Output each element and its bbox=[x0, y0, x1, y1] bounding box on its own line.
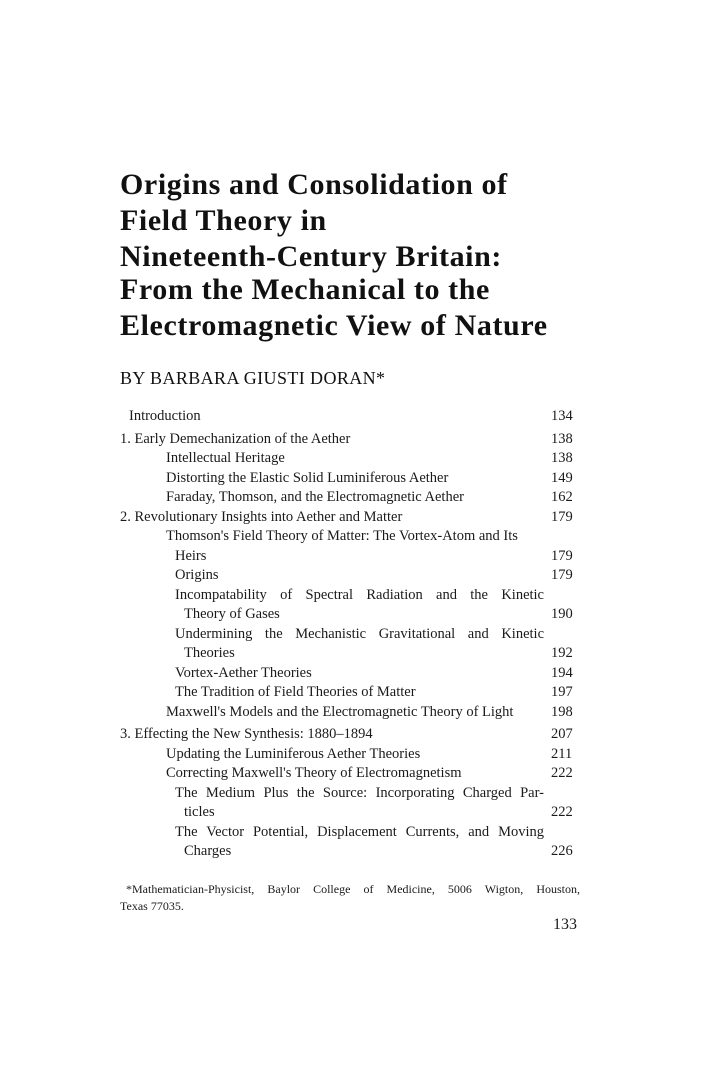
toc-entry bbox=[120, 823, 570, 843]
toc-label: Origins bbox=[175, 567, 219, 583]
toc-page: 179 bbox=[551, 508, 573, 525]
toc-entry bbox=[120, 644, 573, 664]
article-subtitle bbox=[120, 272, 640, 344]
title-line-2: Field Theory in bbox=[120, 204, 327, 237]
table-of-contents bbox=[120, 407, 573, 862]
footnote-line-1: *Mathematician-Physicist, Baylor College of Medicine, 5006 Wigton, Houston, bbox=[126, 882, 580, 896]
toc-label: Correcting Maxwell's Theory of Electromagnetism bbox=[166, 765, 462, 781]
author-footnote bbox=[120, 881, 580, 915]
toc-label: Theories bbox=[184, 645, 235, 661]
article-title bbox=[120, 167, 640, 275]
toc-label: Intellectual Heritage bbox=[166, 450, 285, 466]
toc-entry bbox=[120, 488, 573, 508]
toc-page: 222 bbox=[551, 804, 573, 820]
toc-entry bbox=[120, 745, 573, 765]
toc-label: Maxwell's Models and the Electromagnetic Theory of Light bbox=[166, 703, 514, 720]
toc-page: 190 bbox=[551, 606, 573, 622]
toc-page: 192 bbox=[551, 645, 573, 661]
toc-label: Undermining the Mechanistic Gravitational and Kinetic bbox=[175, 625, 544, 642]
toc-entry bbox=[120, 449, 573, 469]
page-number: 133 bbox=[553, 916, 577, 933]
toc-page: 194 bbox=[551, 664, 573, 681]
toc-label: Distorting the Elastic Solid Luminiferous Aether bbox=[166, 469, 449, 486]
toc-page: 226 bbox=[551, 843, 573, 859]
title-line-1: Origins and Consolidation of bbox=[120, 168, 508, 201]
toc-label: Introduction bbox=[129, 408, 201, 424]
toc-entry bbox=[120, 566, 573, 586]
toc-entry bbox=[120, 407, 573, 427]
toc-label: Updating the Luminiferous Aether Theories bbox=[166, 745, 421, 762]
toc-label: Heirs bbox=[175, 547, 207, 564]
toc-label: 3. Effecting the New Synthesis: 1880–1894 bbox=[120, 726, 373, 742]
toc-label: The Vector Potential, Displacement Currents, and Moving bbox=[175, 823, 544, 840]
toc-page: 222 bbox=[551, 765, 573, 781]
toc-entry bbox=[120, 605, 573, 625]
toc-label: Faraday, Thomson, and the Electromagnetic Aether bbox=[166, 489, 464, 505]
toc-entry bbox=[120, 625, 570, 645]
toc-page: 179 bbox=[551, 547, 573, 564]
toc-page: 179 bbox=[551, 567, 573, 583]
toc-entry bbox=[120, 430, 573, 450]
toc-page: 207 bbox=[551, 726, 573, 742]
toc-label: 1. Early Demechanization of the Aether bbox=[120, 430, 351, 447]
toc-label: The Medium Plus the Source: Incorporating Charged Par- bbox=[175, 784, 544, 801]
toc-entry bbox=[120, 508, 573, 528]
toc-entry bbox=[120, 784, 570, 804]
toc-page: 138 bbox=[551, 450, 573, 466]
toc-page: 198 bbox=[551, 703, 573, 720]
toc-page: 162 bbox=[551, 489, 573, 505]
subtitle-line-1: From the Mechanical to the bbox=[120, 273, 490, 306]
toc-page: 138 bbox=[551, 430, 573, 447]
toc-label: Thomson's Field Theory of Matter: The Vortex-Atom and Its bbox=[166, 528, 518, 544]
toc-entry bbox=[120, 547, 573, 567]
toc-page: 197 bbox=[551, 684, 573, 700]
toc-entry bbox=[120, 683, 573, 703]
toc-entry bbox=[120, 803, 573, 823]
toc-entry bbox=[120, 764, 573, 784]
toc-label: ticles bbox=[184, 804, 215, 820]
toc-entry bbox=[120, 703, 573, 723]
toc-label: Charges bbox=[184, 843, 232, 859]
toc-label: The Tradition of Field Theories of Matter bbox=[175, 684, 416, 700]
title-line-3: Nineteenth-Century Britain: bbox=[120, 240, 502, 273]
author-byline: BY BARBARA GIUSTI DORAN* bbox=[120, 368, 386, 388]
toc-label: Incompatability of Spectral Radiation and the Kinetic bbox=[175, 586, 544, 603]
toc-entry bbox=[120, 527, 570, 547]
toc-page: 211 bbox=[551, 745, 573, 762]
toc-label: Vortex-Aether Theories bbox=[175, 664, 312, 681]
toc-entry bbox=[120, 664, 573, 684]
toc-entry bbox=[120, 586, 570, 606]
toc-entry bbox=[120, 469, 573, 489]
toc-page: 134 bbox=[551, 408, 573, 424]
subtitle-line-2: Electromagnetic View of Nature bbox=[120, 309, 548, 342]
toc-label: 2. Revolutionary Insights into Aether and Matter bbox=[120, 508, 403, 525]
toc-entry bbox=[120, 842, 573, 862]
footnote-line-2: Texas 77035. bbox=[120, 899, 184, 913]
toc-entry bbox=[120, 725, 573, 745]
toc-label: Theory of Gases bbox=[184, 606, 280, 622]
toc-page: 149 bbox=[551, 469, 573, 486]
